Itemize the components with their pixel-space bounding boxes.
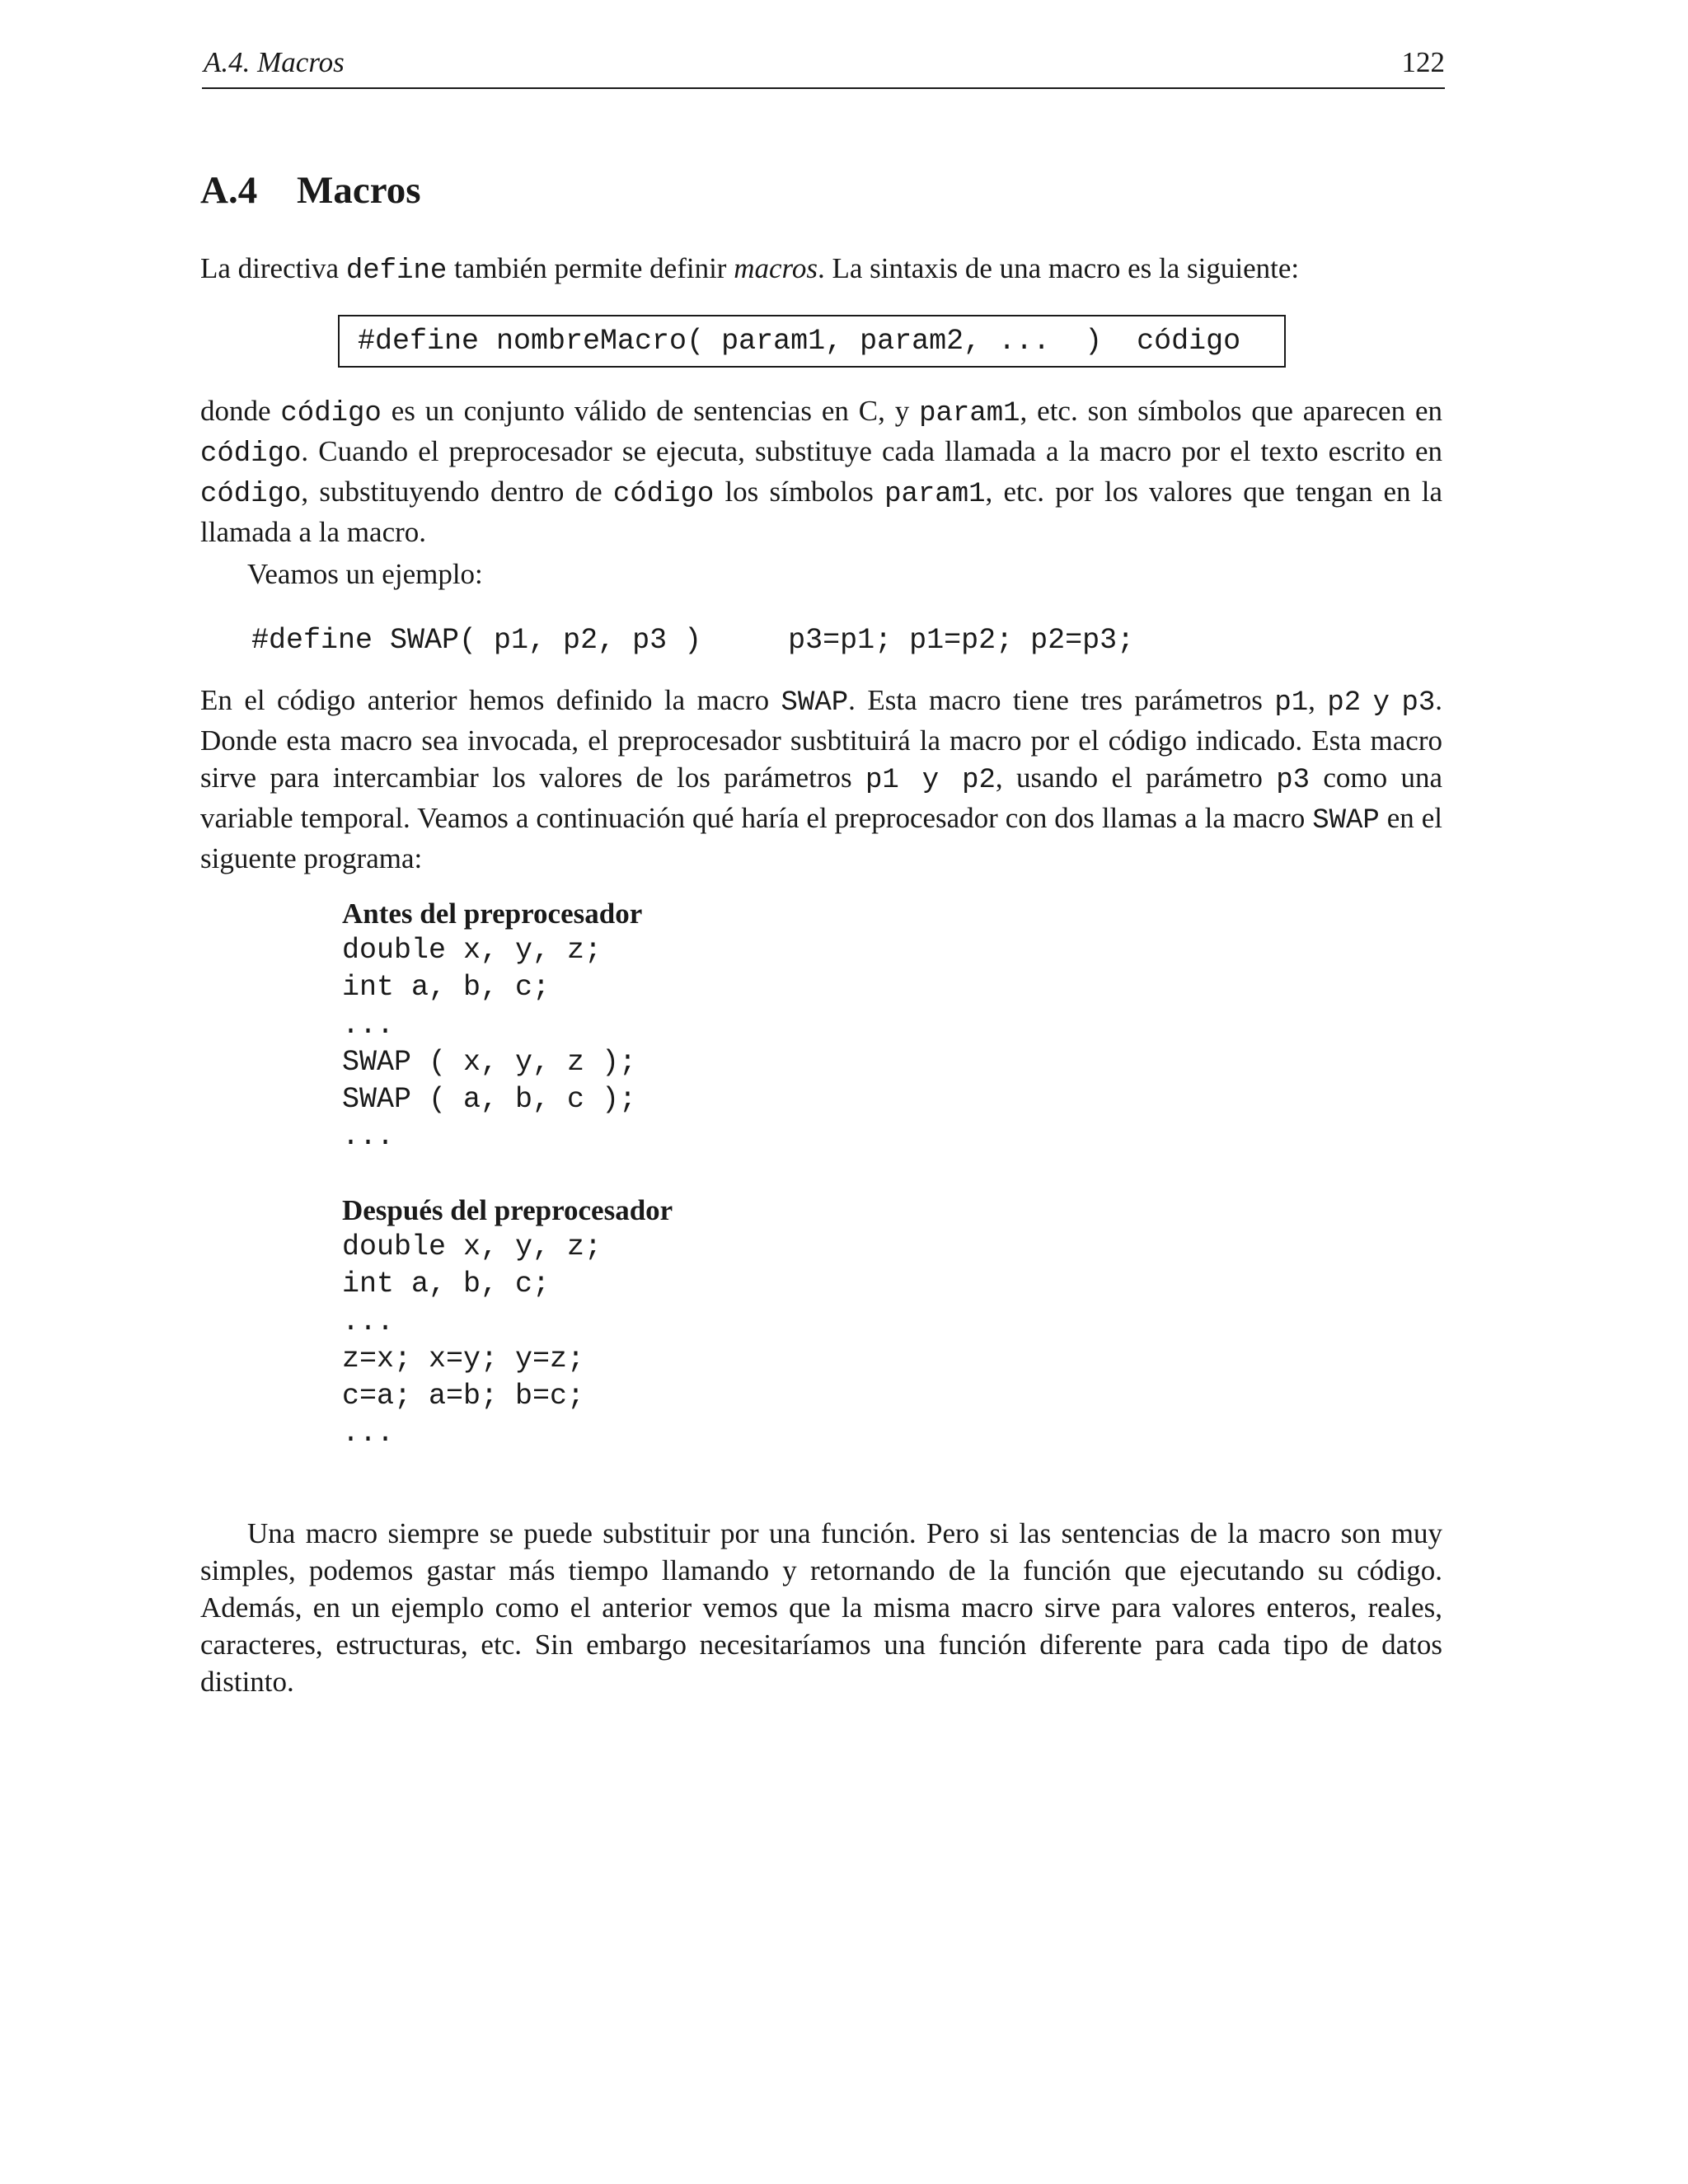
text: . Esta macro tiene tres parámetros: [848, 684, 1275, 716]
section-heading: [200, 168, 421, 213]
after-preprocessor-block: [342, 1192, 673, 1453]
section-number: A.4: [200, 169, 258, 212]
text: en el siguente programa:: [200, 802, 1443, 874]
text: , usando el parámetro: [995, 762, 1277, 794]
veamos-paragraph: Veamos un ejemplo:: [247, 558, 483, 590]
text: , substituyendo dentro de: [301, 476, 613, 508]
code-line: ...: [342, 1008, 395, 1042]
code-line: double x, y, z;: [342, 1230, 603, 1263]
text: donde: [200, 395, 281, 427]
inline-code: código: [280, 398, 382, 429]
inline-code: p1 y p2: [865, 765, 996, 796]
header-section-title: A.4. Macros: [204, 46, 345, 78]
before-title: Antes del preprocesador: [342, 898, 643, 930]
text: [1390, 684, 1401, 716]
text: es un conjunto válido de sentencias en C, y: [381, 395, 920, 427]
section-title: Macros: [297, 169, 421, 212]
running-header: [202, 45, 1445, 89]
code-line: ...: [342, 1305, 395, 1338]
swap-paragraph: [200, 682, 1442, 877]
intro-paragraph: [200, 250, 1442, 290]
text: [1361, 684, 1372, 716]
before-preprocessor-block: [342, 895, 642, 1156]
text: también permite definir: [447, 252, 734, 284]
inline-code: y: [1372, 687, 1390, 719]
emphasis: macros: [734, 252, 818, 284]
inline-code: define: [345, 255, 448, 287]
inline-code: param1: [919, 398, 1020, 429]
donde-paragraph: [200, 392, 1442, 551]
text: . Cuando el preprocesador se ejecuta, substituye cada llamada a la macro por el texto escrito en: [301, 435, 1442, 467]
final-paragraph: Una macro siempre se puede substituir por una función. Pero si las sentencias de la macro son muy simples, podemos gastar más tiempo llamando y retornando de la función que ejecutando su código. Además, en un ejemplo como el anterior vemos que la misma macro sirve para valores enteros, reales, caracteres, estructuras, etc. Sin embargo necesitaríamos una función diferente para cada tipo de datos distinto.: [200, 1517, 1442, 1698]
code-line: ...: [342, 1120, 395, 1154]
code-line: z=x; x=y; y=z;: [342, 1342, 585, 1376]
page-number: 122: [1401, 46, 1445, 78]
text: . Donde esta macro sea invocada, el preprocesador susbtituirá la macro por el código indicado. Esta macro sirve para intercambiar los valores de los parámetros: [200, 684, 1443, 794]
text: , etc. son símbolos que aparecen en: [1020, 395, 1442, 427]
after-title: Después del preprocesador: [342, 1194, 673, 1226]
inline-code: SWAP: [1312, 805, 1380, 837]
text: , etc. por los valores que tengan en la llamada a la macro.: [200, 476, 1442, 548]
code-line: int a, b, c;: [342, 1268, 551, 1301]
text: En el código anterior hemos definido la macro: [200, 684, 781, 716]
inline-code: p3: [1276, 765, 1311, 796]
text: los símbolos: [714, 476, 885, 508]
example-code: #define SWAP( p1, p2, p3 ) p3=p1; p1=p2; p2=p3;: [251, 624, 1135, 657]
inline-code: p1: [1274, 687, 1309, 719]
inline-code: p2: [1327, 687, 1362, 719]
code-line: SWAP ( a, b, c );: [342, 1083, 637, 1117]
code-line: SWAP ( x, y, z );: [342, 1045, 637, 1079]
inline-code: p3: [1401, 687, 1436, 719]
text: como una variable temporal. Veamos a continuación qué haría el preprocesador con dos llamas a la macro: [200, 762, 1442, 834]
code-line: c=a; a=b; b=c;: [342, 1380, 585, 1413]
syntax-box: #define nombreMacro( param1, param2, ... ) código: [338, 315, 1286, 368]
text: La directiva: [200, 252, 346, 284]
inline-code: param1: [884, 479, 986, 510]
inline-code: SWAP: [781, 687, 849, 719]
inline-code: código: [200, 438, 302, 470]
inline-code: código: [612, 479, 715, 510]
text: . La sintaxis de una macro es la siguiente:: [817, 252, 1300, 284]
code-line: double x, y, z;: [342, 934, 603, 967]
code-line: ...: [342, 1417, 395, 1451]
text: ,: [1308, 684, 1328, 716]
code-line: int a, b, c;: [342, 971, 551, 1005]
inline-code: código: [200, 479, 302, 510]
